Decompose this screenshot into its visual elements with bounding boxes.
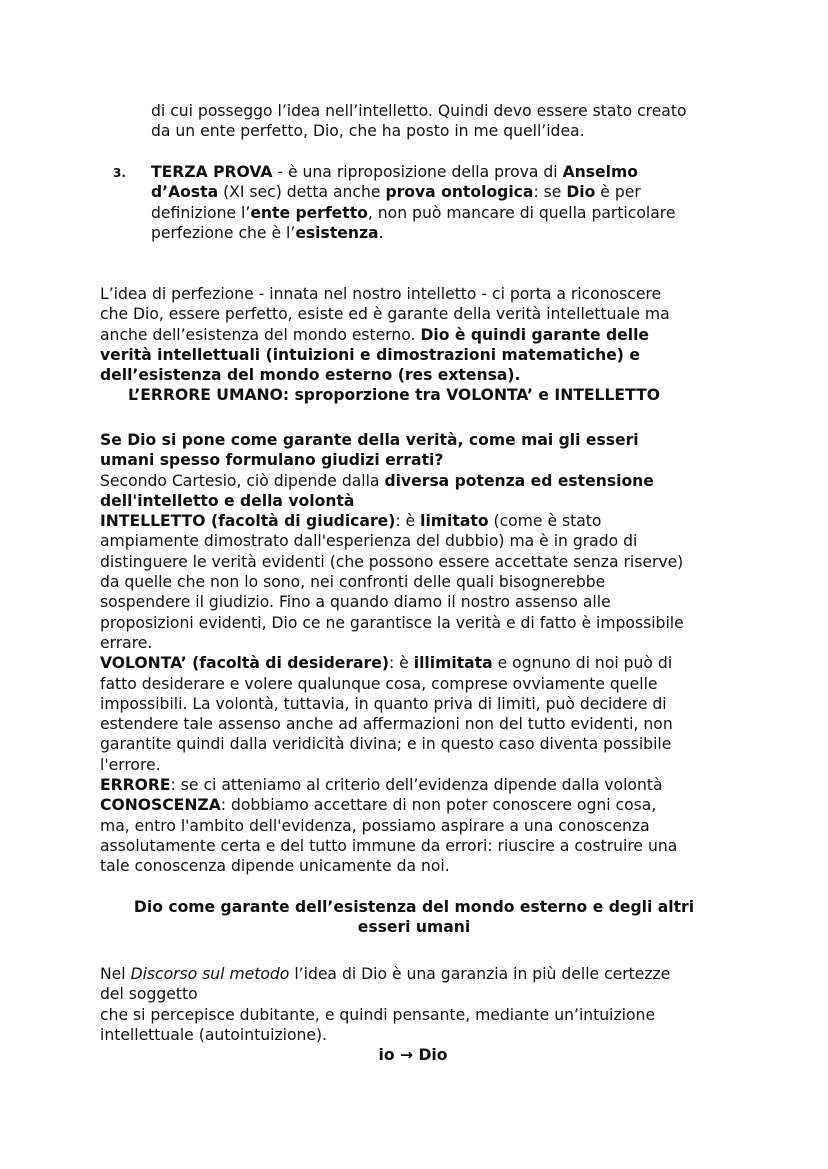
text-line: l'errore. <box>100 755 161 774</box>
text-line: TERZA PROVA - è una riproposizione della prova di Anselmo <box>151 163 638 181</box>
text-line: impossibili. La volontà, tuttavia, in quanto priva di limiti, può decidere di <box>100 694 667 713</box>
heading-text: L’ERRORE UMANO: sproporzione tra VOLONTA’ e INTELLETTO <box>128 386 660 404</box>
text-line: fatto desiderare e volere qualunque cosa, comprese ovviamente quelle <box>100 674 658 693</box>
bold-text: TERZA PROVA <box>151 163 273 181</box>
text-line: proposizioni evidenti, Dio ce ne garantisce la verità e di fatto è impossibile <box>100 613 684 632</box>
heading-text: esseri umani <box>357 918 471 937</box>
formula-text: io → Dio <box>378 1046 448 1064</box>
section-heading-dio-garante <box>100 897 728 938</box>
text-line: errare. <box>100 633 153 652</box>
text-line: d’Aosta (XI sec) detta anche prova ontologica: se Dio è per <box>151 183 641 202</box>
text-line: di cui posseggo l’idea nell’intelletto. Quindi devo essere stato creato <box>151 102 687 120</box>
item-continuation <box>151 101 687 142</box>
paragraph-discorso <box>100 964 670 1045</box>
paragraph-perfezione <box>100 284 670 385</box>
question-line: umani spesso formulano giudizi errati? <box>100 451 444 470</box>
intelletto-line: INTELLETTO (facoltà di giudicare): è limitato (come è stato <box>100 512 602 531</box>
text-line: che Dio, essere perfetto, esiste ed è garante della verità intellettuale ma <box>100 305 670 324</box>
text-line: dell’esistenza del mondo esterno (res extensa). <box>100 366 521 385</box>
list-number: 3. <box>113 166 126 180</box>
text-line: dell'intelletto e della volontà <box>100 491 355 510</box>
text-line: estendere tale assenso anche ad affermazioni non del tutto evidenti, non <box>100 715 673 734</box>
text-line: sospendere il giudizio. Fino a quando diamo il nostro assenso alle <box>100 593 611 612</box>
text-line: anche dell’esistenza del mondo esterno. Dio è quindi garante delle <box>100 325 649 344</box>
errore-line: ERRORE: se ci atteniamo al criterio dell’evidenza dipende dalla volontà <box>100 776 663 795</box>
text-line: da quelle che non lo sono, nei confronti delle quali bisognerebbe <box>100 573 606 592</box>
heading-text: Dio come garante dell’esistenza del mondo esterno e degli altri <box>133 898 695 916</box>
text-line: Nel Discorso sul metodo l’idea di Dio è una garanzia in più delle certezze <box>100 965 671 983</box>
text-line: che si percepisce dubitante, e quindi pensante, mediante un’intuizione <box>100 1005 656 1024</box>
text-line: Secondo Cartesio, ciò dipende dalla diversa potenza ed estensione <box>100 471 654 490</box>
text-line: definizione l’ente perfetto, non può mancare di quella particolare <box>151 203 676 222</box>
text-line: assolutamente certa e del tutto immune da errori: riuscire a costruire una <box>100 836 678 855</box>
formula-io-dio <box>313 1045 513 1065</box>
conoscenza-line: CONOSCENZA: dobbiamo accettare di non poter conoscere ogni cosa, <box>100 796 657 815</box>
text-line: da un ente perfetto, Dio, che ha posto in me quell’idea. <box>151 122 585 141</box>
list-item-terza-prova <box>151 162 675 243</box>
text-line: tale conoscenza dipende unicamente da noi. <box>100 857 450 876</box>
section-heading-errore <box>128 385 660 405</box>
text-line: ampiamente dimostrato dall'esperienza del dubbio) ma è in grado di <box>100 532 638 551</box>
section-errore-umano <box>100 430 684 877</box>
text-line: intellettuale (autointuizione). <box>100 1025 328 1044</box>
text-line: perfezione che è l’esistenza. <box>151 223 384 242</box>
text-line: ma, entro l'ambito dell'evidenza, possiamo aspirare a una conoscenza <box>100 816 650 835</box>
question-line: Se Dio si pone come garante della verità, come mai gli esseri <box>100 431 639 449</box>
text-line: verità intellettuali (intuizioni e dimostrazioni matematiche) e <box>100 345 640 364</box>
text-line: distinguere le verità evidenti (che possono essere accettate senza riserve) <box>100 552 684 571</box>
text-line: garantite quindi dalla veridicità divina; e in questo caso diventa possibile <box>100 735 672 754</box>
volonta-line: VOLONTA’ (facoltà di desiderare): è illimitata e ognuno di noi può di <box>100 654 673 673</box>
text-line: L’idea di perfezione - innata nel nostro intelletto - ci porta a riconoscere <box>100 285 662 303</box>
text-line: del soggetto <box>100 985 198 1004</box>
